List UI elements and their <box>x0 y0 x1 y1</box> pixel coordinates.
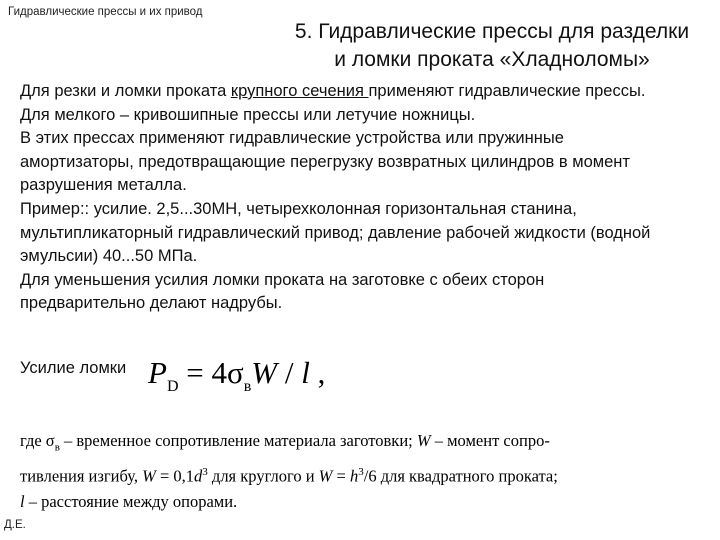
paragraph-3: Пример:: усилие. 2,5...30МН, четырехколонная горизонтальная станина, мультипликаторный гидравлический привод; давление рабочей жидкости (водной эмульсии) 40...50 МПа. <box>20 199 651 266</box>
force-label: Усилие ломки <box>20 359 127 377</box>
formula-comma: , <box>309 355 326 390</box>
formula-d-sub: D <box>166 378 179 395</box>
formula-p: P <box>148 355 167 390</box>
notes-text-b3: = 0,1 <box>155 466 195 486</box>
paragraph-1 <box>20 80 660 127</box>
title-line-1: 5. Гидравлические прессы для разделки <box>294 20 690 43</box>
slide-title <box>272 18 712 74</box>
notes-line-3 <box>20 489 660 514</box>
notes-h-sup: 3 <box>358 466 364 479</box>
notes-w: W <box>416 431 431 450</box>
notes-text-a4: – момент сопро- <box>430 431 550 450</box>
formula-eq: = 4σ <box>178 355 244 390</box>
author-initials: Д.Е. <box>4 519 26 531</box>
notes-text-b9: /6 для квадратного проката; <box>363 466 558 486</box>
notes-w-2: W <box>142 466 156 486</box>
formula-v-sub: в <box>243 378 252 395</box>
body-text <box>20 80 660 316</box>
formula-w: W <box>251 355 278 390</box>
notes-w-3: W <box>318 466 333 486</box>
underlined-term: крупного сечения <box>230 82 369 100</box>
notes-d: d <box>194 466 203 486</box>
title-line-2: и ломки проката «Хладноломы» <box>334 48 650 71</box>
notes-line-1 <box>20 428 660 460</box>
formula-notes <box>20 428 660 514</box>
notes-h: h <box>349 466 359 486</box>
notes-sigma-sub: в <box>54 441 60 454</box>
notes-text-c2: – расстояние между опорами. <box>24 491 238 511</box>
force-formula <box>148 355 325 405</box>
section-header: Гидравлические прессы и их привод <box>8 6 203 18</box>
formula-slash: / <box>277 355 302 390</box>
p1-text-a: Для резки и ломки проката <box>20 82 231 100</box>
notes-text-b5: для круглого и <box>207 466 319 486</box>
p1-text-b: применяют гидравлические прессы. Для мелкого – кривошипные прессы или летучие ножницы. <box>20 82 646 124</box>
formula-line <box>20 355 420 403</box>
paragraph-4: Для уменьшения усилия ломки проката на заготовке с обеих сторон предварительно делают надрубы. <box>20 270 545 313</box>
notes-sigma: где σ <box>20 431 55 450</box>
paragraph-2: В этих прессах применяют гидравлические устройства или пружинные амортизаторы, предотвращающие перегрузку возвратных цилиндров в момент разрушения металла. <box>20 129 630 195</box>
notes-line-2 <box>20 460 660 489</box>
notes-text-b7: = <box>332 466 350 486</box>
notes-text-a2: – временное сопротивление материала заготовки; <box>59 431 417 450</box>
notes-text-b1: тивления изгибу, <box>20 466 143 486</box>
formula-l: l <box>301 355 310 390</box>
notes-d-sup: 3 <box>202 466 208 479</box>
notes-l: l <box>20 491 25 511</box>
